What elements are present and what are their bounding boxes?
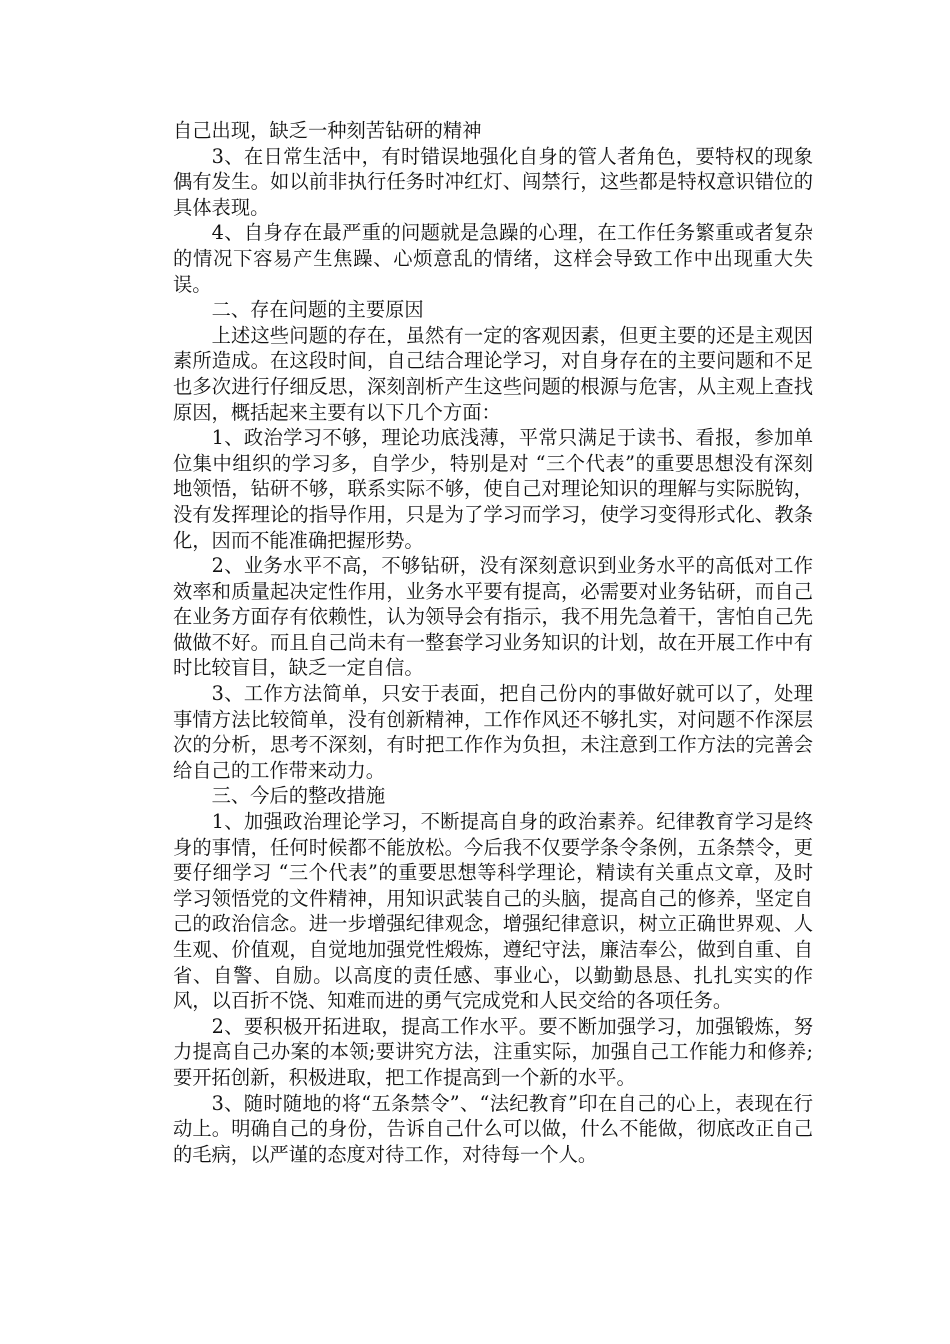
paragraph-continuation: 自己出现，缺乏一种刻苦钻研的精神 (173, 119, 482, 142)
document-body (173, 118, 813, 1167)
paragraph-measure-1: 1、加强政治理论学习，不断提高自身的政治素养。纪律教育学习是终身的事情，任何时候都不能放松。今后我不仅要学条令条例，五条禁令，更要仔细学习 “三个代表”的重要思想等科学理论，精读有关重点文章，及时学习领悟党的文件精神，用知识武装自己的头脑，提高自己的修养，坚定自己的政治信念。进一步增强纪律观念，增强纪律意识，树立正确世界观、人生观、价值观，自觉地加强党性煅炼，遵纪守法，廉洁奉公，做到自重、自省、自警、自励。以高度的责任感、事业心，以勤勤恳恳、扎扎实实的作风，以百折不饶、知难而进的勇气完成党和人民交给的各项任务。 (173, 810, 813, 1013)
paragraph-problem-3: 3、在日常生活中，有时错误地强化自身的管人者角色，要特权的现象偶有发生。如以前非执行任务时冲红灯、闯禁行，这些都是特权意识错位的具体表现。 (173, 144, 813, 219)
section-heading-causes: 二、存在问题的主要原因 (211, 298, 424, 322)
paragraph-cause-3: 3、工作方法简单，只安于表面，把自己份内的事做好就可以了，处理事情方法比较简单，没有创新精神，工作作风还不够扎实，对问题不作深层次的分析，思考不深刻，有时把工作作为负担，未注意到工作方法的完善会给自己的工作带来动力。 (173, 682, 813, 782)
paragraph-problem-4: 4、自身存在最严重的问题就是急躁的心理，在工作任务繁重或者复杂的情况下容易产生焦躁、心烦意乱的情绪，这样会导致工作中出现重大失误。 (173, 221, 813, 296)
paragraph-cause-2: 2、业务水平不高，不够钻研，没有深刻意识到业务水平的高低对工作效率和质量起决定性作用，业务水平要有提高，必需要对业务钻研，而自己在业务方面存有依赖性，认为领导会有指示，我不用先急着干，害怕自己先做做不好。而且自己尚未有一整套学习业务知识的计划，故在开展工作中有时比较盲目，缺乏一定自信。 (173, 554, 813, 680)
paragraph-causes-intro: 上述这些问题的存在，虽然有一定的客观因素，但更主要的还是主观因素所造成。在这段时间，自己结合理论学习，对自身存在的主要问题和不足也多次进行仔细反思，深刻剖析产生这些问题的根源与危害，从主观上查找原因，概括起来主要有以下几个方面： (173, 323, 813, 424)
paragraph-measure-3: 3、随时随地的将“五条禁令”、“法纪教育”印在自己的心上，表现在行动上。明确自己的身份，告诉自己什么可以做，什么不能做，彻底改正自己的毛病，以严谨的态度对待工作，对待每一个人。 (173, 1091, 813, 1166)
section-heading-measures: 三、今后的整改措施 (211, 784, 386, 808)
paragraph-cause-1: 1、政治学习不够，理论功底浅薄，平常只满足于读书、看报，参加单位集中组织的学习多，自学少，特别是对 “三个代表”的重要思想没有深刻地领悟，钻研不够，联系实际不够，使自己对理论知识的理解与实际脱钩，没有发挥理论的指导作用，只是为了学习而学习，使学习变得形式化、教条化，因而不能准确把握形势。 (173, 426, 813, 552)
paragraph-measure-2: 2、要积极开拓进取，提高工作水平。要不断加强学习，加强锻炼，努力提高自己办案的本领;要讲究方法，注重实际，加强自己工作能力和修养;要开拓创新，积极进取，把工作提高到一个新的水平。 (173, 1014, 813, 1089)
